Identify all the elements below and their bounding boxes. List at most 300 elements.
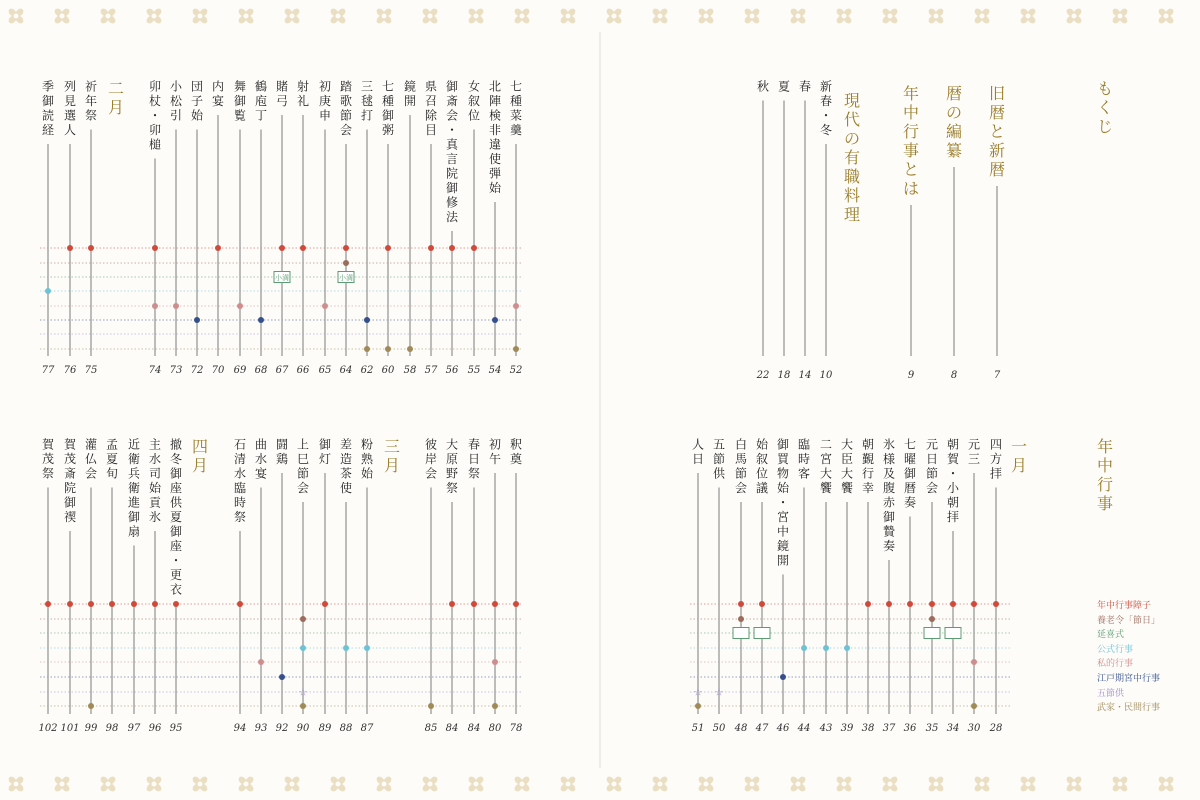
svg-text:奏: 奏 — [903, 495, 917, 510]
page-number: 67 — [275, 365, 289, 376]
svg-text:代: 代 — [843, 110, 861, 130]
svg-text:始: 始 — [148, 481, 162, 496]
page-number: 56 — [445, 365, 459, 376]
svg-text:饗: 饗 — [840, 481, 854, 496]
svg-text:暦: 暦 — [988, 160, 1006, 180]
category-dot — [88, 601, 94, 607]
svg-text:事: 事 — [1096, 494, 1114, 514]
legend-item: 江戸期宮中行事 — [1097, 674, 1161, 684]
category-dot — [971, 703, 977, 709]
page-number: 93 — [254, 723, 268, 734]
svg-text:開: 開 — [403, 94, 417, 109]
event-title — [468, 438, 480, 481]
ceremony-rank-badge — [733, 628, 749, 639]
category-dot — [695, 703, 701, 709]
svg-text:料: 料 — [843, 186, 861, 206]
category-dot — [131, 601, 137, 607]
page-number: 57 — [424, 365, 438, 376]
svg-text:節: 節 — [925, 466, 939, 481]
svg-text:季: 季 — [41, 79, 55, 94]
page-number: 99 — [84, 723, 98, 734]
svg-text:中: 中 — [902, 103, 920, 123]
event-title — [255, 80, 267, 123]
svg-text:鶴: 鶴 — [254, 79, 268, 94]
page-number: 46 — [776, 723, 790, 734]
svg-text:奠: 奠 — [509, 452, 523, 467]
svg-text:踏: 踏 — [339, 79, 353, 94]
svg-text:礼: 礼 — [296, 94, 310, 109]
page-number: 54 — [488, 365, 502, 376]
event-title — [276, 79, 288, 109]
event-title — [692, 438, 704, 467]
svg-text:会: 会 — [445, 108, 459, 123]
page-number: 55 — [467, 365, 481, 376]
category-dot — [364, 346, 370, 352]
svg-text:丁: 丁 — [254, 108, 268, 123]
svg-text:御: 御 — [169, 466, 183, 481]
svg-text:斎: 斎 — [445, 94, 459, 109]
page-number: 30 — [967, 723, 981, 734]
svg-text:三: 三 — [360, 79, 374, 94]
month-heading — [384, 437, 400, 475]
svg-text:腹: 腹 — [882, 481, 896, 496]
svg-text:日: 日 — [925, 452, 939, 467]
svg-text:じ: じ — [1096, 117, 1114, 137]
event-title — [340, 79, 352, 138]
svg-text:初: 初 — [488, 437, 502, 452]
page-number: 80 — [488, 723, 502, 734]
svg-text:秋: 秋 — [756, 79, 770, 94]
category-dot — [428, 703, 434, 709]
category-dot — [67, 601, 73, 607]
svg-text:更: 更 — [169, 568, 183, 583]
svg-text:衛: 衛 — [127, 481, 141, 496]
page-number: 88 — [339, 723, 353, 734]
page-number: 50 — [712, 723, 726, 734]
ceremony-rank-badge — [338, 272, 354, 283]
page-number: 101 — [60, 723, 80, 734]
svg-text:賭: 賭 — [275, 79, 289, 94]
category-dot — [237, 303, 243, 309]
page-number: 98 — [105, 723, 119, 734]
svg-text:年: 年 — [1096, 437, 1114, 457]
svg-text:斎: 斎 — [63, 466, 77, 481]
svg-text:卯: 卯 — [148, 79, 162, 94]
svg-text:扇: 扇 — [127, 524, 141, 539]
svg-text:種: 種 — [381, 94, 395, 109]
event-title — [446, 80, 459, 225]
svg-text:菜: 菜 — [509, 108, 523, 123]
category-dot — [173, 601, 179, 607]
ceremony-rank-badge — [274, 272, 290, 283]
svg-text:除: 除 — [424, 108, 438, 123]
category-dot — [492, 659, 498, 665]
page-number: 94 — [233, 723, 247, 734]
page-number: 48 — [734, 723, 748, 734]
season-title — [799, 80, 811, 94]
page-number: 39 — [840, 723, 854, 734]
svg-text:進: 進 — [127, 495, 141, 510]
svg-text:真: 真 — [445, 137, 459, 152]
svg-text:貢: 貢 — [148, 495, 162, 510]
section-heading — [903, 84, 919, 198]
category-dot — [364, 317, 370, 323]
event-title — [276, 438, 288, 467]
svg-text:弓: 弓 — [275, 94, 289, 109]
event-title — [85, 437, 97, 481]
svg-text:節: 節 — [734, 466, 748, 481]
svg-text:仏: 仏 — [84, 452, 98, 467]
svg-text:庚: 庚 — [318, 94, 332, 109]
page-number: 18 — [777, 370, 791, 381]
svg-text:日: 日 — [467, 452, 481, 467]
svg-text:現: 現 — [843, 91, 861, 111]
svg-text:叙: 叙 — [755, 452, 769, 467]
svg-text:賀: 賀 — [946, 452, 960, 467]
event-title — [297, 80, 309, 109]
svg-text:四: 四 — [191, 437, 209, 457]
svg-text:司: 司 — [148, 466, 162, 481]
page-number: 9 — [907, 370, 915, 381]
event-title — [968, 438, 980, 467]
svg-text:県: 県 — [424, 79, 438, 94]
svg-text:職: 職 — [843, 167, 861, 187]
page-number: 78 — [509, 723, 523, 734]
svg-text:拝: 拝 — [946, 510, 960, 525]
svg-text:御: 御 — [63, 495, 77, 510]
svg-text:年: 年 — [84, 94, 98, 109]
category-dot — [385, 346, 391, 352]
event-title — [947, 437, 960, 525]
page-number: 96 — [148, 723, 162, 734]
category-dot — [492, 703, 498, 709]
category-dot — [300, 616, 306, 622]
svg-text:月: 月 — [107, 98, 125, 118]
svg-text:纂: 纂 — [945, 141, 963, 161]
svg-text:春: 春 — [819, 94, 833, 109]
category-dot — [364, 645, 370, 651]
svg-text:卯: 卯 — [148, 123, 162, 138]
svg-text:槌: 槌 — [148, 137, 162, 152]
svg-text:・: ・ — [776, 495, 790, 510]
event-title — [489, 80, 502, 196]
category-dot — [279, 245, 285, 251]
event-title — [510, 79, 522, 138]
svg-text:覲: 覲 — [861, 452, 875, 467]
svg-text:水: 水 — [233, 466, 247, 481]
svg-text:編: 編 — [945, 122, 963, 142]
svg-text:臣: 臣 — [840, 452, 854, 467]
svg-text:使: 使 — [488, 152, 502, 167]
svg-text:祭: 祭 — [445, 481, 459, 496]
svg-text:読: 読 — [41, 108, 55, 123]
svg-text:暦: 暦 — [903, 481, 917, 496]
event-title — [990, 438, 1002, 481]
category-dot — [929, 601, 935, 607]
svg-text:近: 近 — [127, 437, 141, 452]
svg-text:節: 節 — [339, 108, 353, 123]
category-dot — [738, 616, 744, 622]
page-number: 52 — [509, 365, 523, 376]
page-number: 68 — [254, 365, 268, 376]
event-title — [926, 438, 938, 496]
svg-text:女: 女 — [467, 79, 481, 94]
category-dot — [300, 703, 306, 709]
svg-text:引: 引 — [169, 108, 183, 123]
gosekku-star-marker: ☆ — [714, 687, 724, 699]
event-title — [128, 438, 140, 539]
event-title — [510, 438, 522, 467]
svg-text:開: 開 — [776, 553, 790, 568]
category-dot — [385, 245, 391, 251]
svg-text:赤: 赤 — [882, 495, 896, 510]
svg-text:と: と — [988, 122, 1006, 142]
svg-text:御: 御 — [41, 94, 55, 109]
svg-text:事: 事 — [902, 141, 920, 161]
svg-text:座: 座 — [169, 481, 183, 496]
svg-text:七: 七 — [381, 79, 395, 94]
svg-text:茂: 茂 — [41, 452, 55, 467]
svg-text:闘: 闘 — [275, 437, 289, 452]
svg-text:野: 野 — [445, 466, 459, 481]
event-title — [862, 437, 874, 496]
event-title — [170, 80, 183, 123]
svg-text:会: 会 — [84, 466, 98, 481]
svg-text:始: 始 — [776, 481, 790, 496]
svg-text:日: 日 — [691, 452, 705, 467]
category-dot — [865, 601, 871, 607]
page-number: 89 — [318, 723, 332, 734]
category-dot — [823, 645, 829, 651]
svg-text:五: 五 — [712, 437, 726, 452]
svg-text:幸: 幸 — [861, 481, 875, 496]
svg-text:松: 松 — [169, 94, 183, 109]
svg-text:巳: 巳 — [296, 452, 310, 467]
svg-text:方: 方 — [989, 452, 1003, 467]
category-dot — [907, 601, 913, 607]
svg-text:祈: 祈 — [84, 79, 98, 94]
category-dot — [152, 601, 158, 607]
svg-text:客: 客 — [797, 466, 811, 481]
event-title — [756, 437, 769, 496]
svg-text:春: 春 — [467, 437, 481, 452]
svg-text:朝: 朝 — [946, 495, 960, 510]
category-dot — [513, 601, 519, 607]
season-title — [820, 80, 832, 138]
svg-text:一: 一 — [1010, 437, 1028, 457]
category-dot — [738, 601, 744, 607]
season-title — [778, 80, 790, 94]
event-title — [191, 80, 204, 123]
event-title — [64, 79, 77, 138]
svg-text:行: 行 — [861, 466, 875, 481]
event-title — [64, 437, 77, 525]
svg-text:申: 申 — [318, 108, 332, 123]
event-title — [42, 79, 54, 138]
event-title — [234, 438, 246, 525]
svg-text:召: 召 — [424, 94, 438, 109]
svg-text:と: と — [902, 160, 920, 180]
svg-text:人: 人 — [691, 437, 705, 452]
category-dot — [152, 303, 158, 309]
svg-text:・: ・ — [946, 466, 960, 481]
svg-text:宴: 宴 — [254, 466, 268, 481]
category-dot — [492, 601, 498, 607]
svg-text:茶: 茶 — [339, 466, 353, 481]
event-title — [85, 80, 97, 123]
svg-text:氷: 氷 — [882, 437, 896, 452]
svg-text:使: 使 — [339, 481, 353, 496]
svg-text:鶏: 鶏 — [275, 452, 289, 467]
event-title — [149, 80, 161, 152]
svg-text:位: 位 — [467, 108, 481, 123]
category-dot — [759, 601, 765, 607]
event-title — [149, 438, 162, 525]
svg-text:新: 新 — [819, 79, 833, 94]
page-number: 8 — [950, 370, 958, 381]
svg-text:臨: 臨 — [233, 481, 247, 496]
season-title — [757, 79, 769, 94]
page-number: 47 — [755, 723, 769, 734]
svg-text:賀: 賀 — [41, 437, 55, 452]
svg-text:修: 修 — [445, 195, 459, 210]
svg-text:会: 会 — [925, 481, 939, 496]
event-title — [319, 438, 331, 467]
svg-text:時: 時 — [233, 495, 247, 510]
svg-text:朝: 朝 — [861, 437, 875, 452]
category-dot — [950, 601, 956, 607]
svg-text:小満: 小満 — [275, 274, 289, 282]
category-dot — [45, 288, 51, 294]
svg-text:の: の — [945, 103, 963, 123]
page-number: 95 — [169, 723, 183, 734]
category-dot — [929, 616, 935, 622]
event-title — [468, 80, 480, 123]
page-number: 69 — [233, 365, 247, 376]
page-number: 51 — [691, 723, 705, 734]
ceremony-rank-badge — [945, 628, 961, 639]
svg-text:月: 月 — [191, 456, 209, 476]
page-number: 70 — [211, 365, 225, 376]
svg-text:検: 検 — [488, 108, 502, 123]
category-dot — [237, 601, 243, 607]
event-title — [382, 79, 394, 138]
page-number: 43 — [819, 723, 833, 734]
category-dot — [279, 674, 285, 680]
page-number: 44 — [797, 723, 811, 734]
svg-text:中: 中 — [1096, 456, 1114, 476]
svg-text:原: 原 — [445, 452, 459, 467]
event-title — [798, 437, 810, 481]
event-title — [425, 437, 437, 481]
svg-text:院: 院 — [445, 166, 459, 181]
svg-text:夏: 夏 — [169, 510, 183, 525]
legend-item: 公式行事 — [1097, 645, 1134, 655]
svg-text:会: 会 — [424, 466, 438, 481]
svg-text:月: 月 — [1010, 456, 1028, 476]
svg-text:内: 内 — [211, 79, 225, 94]
svg-text:鏡: 鏡 — [776, 539, 790, 554]
svg-text:叙: 叙 — [467, 94, 481, 109]
page-number: 38 — [861, 723, 875, 734]
svg-text:衛: 衛 — [127, 452, 141, 467]
svg-text:大: 大 — [445, 437, 459, 452]
legend-item: 私的行事 — [1097, 659, 1134, 669]
svg-text:造: 造 — [339, 452, 353, 467]
svg-text:拝: 拝 — [989, 466, 1003, 481]
svg-text:旬: 旬 — [105, 466, 119, 481]
category-dot — [45, 601, 51, 607]
svg-text:選: 選 — [63, 108, 77, 123]
event-title — [841, 437, 853, 496]
section-heading — [946, 84, 962, 160]
event-title — [489, 438, 501, 467]
svg-text:春: 春 — [798, 79, 812, 94]
svg-text:・: ・ — [169, 553, 183, 568]
page-number: 84 — [445, 723, 459, 734]
svg-text:暦: 暦 — [988, 103, 1006, 123]
svg-text:祭: 祭 — [467, 466, 481, 481]
month-heading — [108, 79, 124, 117]
svg-text:主: 主 — [148, 437, 162, 452]
svg-text:祭: 祭 — [41, 466, 55, 481]
category-dot — [322, 601, 328, 607]
section-heading — [989, 84, 1005, 179]
event-title — [255, 437, 267, 481]
svg-text:二: 二 — [107, 79, 125, 99]
event-title — [234, 79, 246, 123]
svg-text:元: 元 — [925, 437, 939, 452]
svg-text:白: 白 — [734, 437, 748, 452]
svg-text:臨: 臨 — [797, 437, 811, 452]
page-number: 74 — [148, 365, 162, 376]
category-dot — [152, 245, 158, 251]
svg-text:祭: 祭 — [84, 108, 98, 123]
svg-text:冬: 冬 — [819, 123, 833, 138]
svg-text:暦: 暦 — [945, 84, 963, 104]
event-title — [212, 79, 224, 109]
category-dot — [844, 645, 850, 651]
svg-text:供: 供 — [169, 495, 183, 510]
svg-text:始: 始 — [190, 108, 204, 123]
page-number: 90 — [296, 723, 310, 734]
nenchu-title — [1097, 437, 1113, 513]
svg-text:御: 御 — [445, 79, 459, 94]
svg-text:御: 御 — [381, 108, 395, 123]
svg-text:賀: 賀 — [63, 437, 77, 452]
svg-text:御: 御 — [318, 437, 332, 452]
ceremony-rank-badge — [924, 628, 940, 639]
svg-text:大: 大 — [840, 437, 854, 452]
category-dot — [343, 645, 349, 651]
svg-text:舞: 舞 — [233, 79, 247, 94]
event-title — [170, 437, 183, 597]
svg-text:種: 種 — [509, 94, 523, 109]
svg-text:旧: 旧 — [988, 84, 1006, 104]
svg-text:二: 二 — [819, 437, 833, 452]
category-dot — [67, 245, 73, 251]
svg-text:新: 新 — [988, 141, 1006, 161]
svg-text:上: 上 — [296, 437, 310, 452]
category-dot — [449, 601, 455, 607]
category-dot — [322, 303, 328, 309]
page-number: 62 — [360, 365, 374, 376]
page-number: 7 — [993, 370, 1001, 381]
svg-text:大: 大 — [840, 466, 854, 481]
page-number: 77 — [41, 365, 55, 376]
svg-text:・: ・ — [445, 123, 459, 138]
svg-text:釈: 釈 — [509, 437, 523, 452]
